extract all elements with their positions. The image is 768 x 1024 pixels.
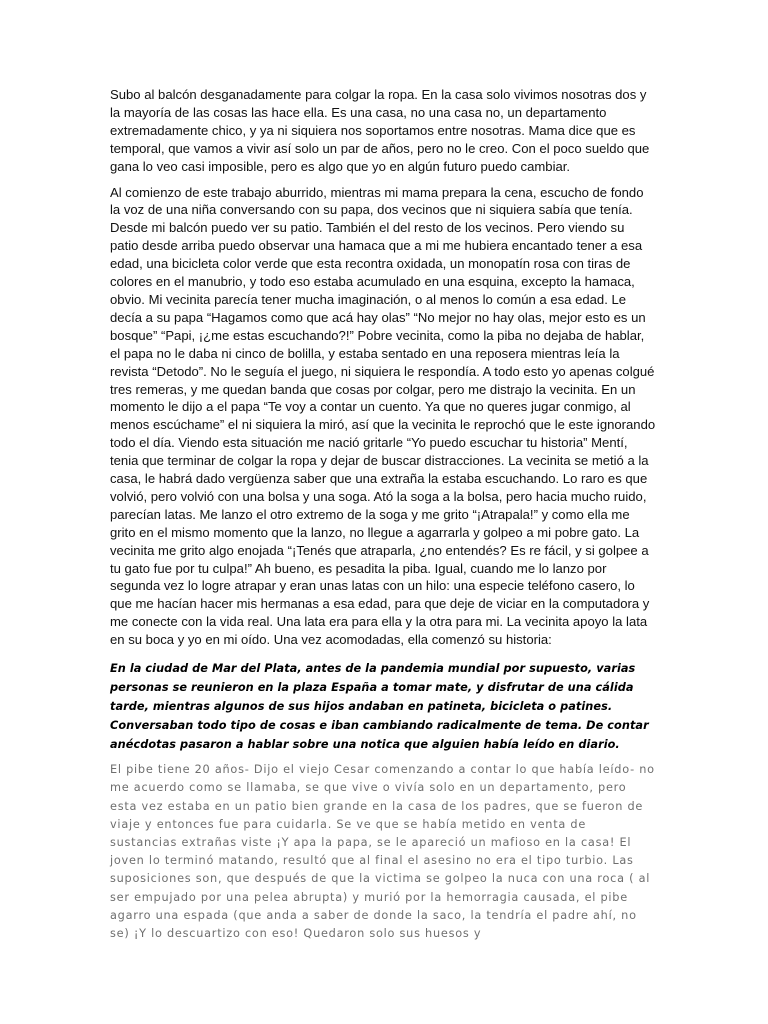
paragraph-story-intro: En la ciudad de Mar del Plata, antes de la pandemia mundial por supuesto, varias personas se reunieron en la plaza España a tomar mate, y disfrutar de una cálida tarde, mientras algunos de sus hijos andaban en patineta, bicicleta o patines. Conversaban todo tipo de cosas e iban cambiando radicalmente de tema. De contar anécdotas pasaron a hablar sobre una notica que alguien había leído en diario. (110, 662, 649, 752)
paragraph-neighbor-girl: Al comienzo de este trabajo aburrido, mientras mi mama prepara la cena, escucho de fondo la voz de una niña conversando con su papa, dos vecinos que ni siquiera sabía que tenía. Desde mi balcón puedo ver su patio. También el del resto de los vecinos. Pero viendo su patio desde arriba puedo observar una hamaca que a mi me hubiera encantado tener a esa edad, una bicicleta color verde que esta recontra oxidada, un monopatín rosa con tiras de colores en el manubrio, y todo eso estaba acumulado en una esquina, excepto la hamaca, obvio. Mi vecinita parecía tener mucha imaginación, o al menos lo común a esa edad. Le decía a su papa “Hagamos como que acá hay olas” “No mejor no hay olas, mejor esto es un bosque” “Papi, ¡¿me estas escuchando?!” Pobre vecinita, como la piba no dejaba de hablar, el papa no le daba ni cinco de bolilla, y estaba sentado en una reposera mientras leía la revista “Detodo”. No le seguía el juego, ni siquiera le respondía. A todo esto yo apenas colgué tres remeras, y me quedan banda que cosas por colgar, pero me distrajo la vecinita. En un momento le dijo a el papa “Te voy a contar un cuento. Ya que no queres jugar conmigo, al menos escúchame” el ni siquiera la miró, así que la vecinita le reprochó que le este ignorando todo el día. Viendo esta situación me nació gritarle “Yo puedo escuchar tu historia” Mentí, tenia que terminar de colgar la ropa y dejar de buscar distracciones. La vecinita se metió a la casa, le habrá dado vergüenza saber que una extraña la estaba escuchando. Lo raro es que volvió, pero volvió con una bolsa y una soga. Ató la soga a la bolsa, pero hacia mucho ruido, parecían latas. Me lanzo el otro extremo de la soga y me grito “¡Atrapala!” y como ella me grito en el mismo momento que la lanzo, no llegue a agarrarla y golpeo a mi pobre gato. La vecinita me grito algo enojada “¡Tenés que atraparla, ¿no entendés? Es re fácil, y si golpee a tu gato fue por tu culpa!” Ah bueno, es pesadita la piba. Igual, cuando me lo lanzo por segunda vez lo logre atrapar y eran unas latas con un hilo: una especie teléfono casero, lo que me hacían hacer mis hermanas a esa edad, para que deje de viciar en la computadora y me conecte con la vida real. Una lata era para ella y la otra para mi. La vecinita apoyo la lata en su boca y yo en mi oído. Una vez acomodadas, ella comenzó su historia: (110, 184, 656, 648)
document-page (110, 86, 656, 943)
paragraph-cesar-story: El pibe tiene 20 años- Dijo el viejo Cesar comenzando a contar lo que había leído- no me acuerdo como se llamaba, se que vive o vivía solo en un departamento, pero esta vez estaba en un patio bien grande en la casa de los padres, que se fueron de viaje y entonces fue para cuidarla. Se ve que se había metido en venta de sustancias extrañas viste ¡Y apa la papa, se le apareció un mafioso en la casa! El joven lo terminó matando, resultó que al final el asesino no era el tipo turbio. Las suposiciones son, que después de que la victima se golpeo la nuca con una roca ( al ser empujado por una pelea abrupta) y murió por la hemorragia causada, el pibe agarro una espada (que anda a saber de donde la saco, la tendría el padre ahí, no se) ¡Y lo descuartizo con eso! Quedaron solo sus huesos y (110, 763, 655, 940)
paragraph-balcony: Subo al balcón desganadamente para colgar la ropa. En la casa solo vivimos nosotras dos y la mayoría de las cosas las hace ella. Es una casa, no una casa no, un departamento extremadamente chico, y ya ni siquiera nos soportamos entre nosotras. Mama dice que es temporal, que vamos a vivir así solo un par de años, pero no le creo. Con el poco sueldo que gana lo veo casi imposible, pero es algo que yo en algún futuro puedo cambiar. (110, 87, 650, 174)
